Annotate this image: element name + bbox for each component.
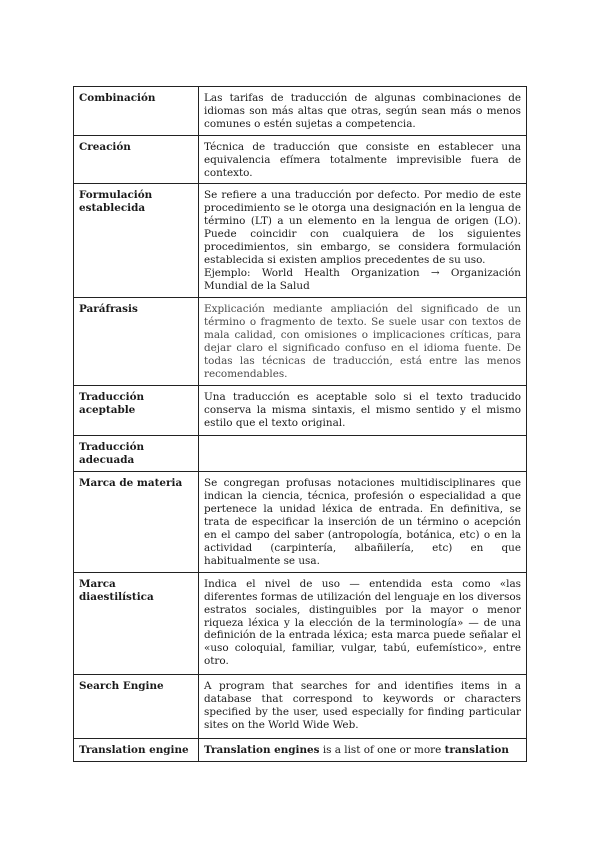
term-cell: Formulación establecida xyxy=(74,184,199,298)
term-cell: Search Engine xyxy=(74,674,199,738)
definition-example: Ejemplo: World Health Organization → Organización Mundial de la Salud xyxy=(204,266,521,292)
term-cell: Creación xyxy=(74,135,199,184)
table-row xyxy=(74,572,527,674)
definition-text: is a list of one or more xyxy=(319,743,445,756)
definition-cell: Indica el nivel de uso — entendida esta como «las diferentes formas de utilización del lenguaje en los diversos estratos sociales, distinguibles por la mayor o menor riqueza léxica y la elección de la terminología» — de una definición de la entrada léxica; esta marca puede señalar el «uso coloquial, familiar, vulgar, tabú, eufemístico», entre otro. xyxy=(199,572,527,674)
definition-bold-term: translation xyxy=(444,743,509,756)
table-row xyxy=(74,472,527,572)
table-row xyxy=(74,674,527,738)
term-cell: Translation engine xyxy=(74,738,199,761)
definition-cell: Se congregan profusas notaciones multidisciplinares que indican la ciencia, técnica, profesión o especialidad a que pertenece la unidad léxica de entrada. En definitiva, se trata de especificar la inserción de un término o acepción en el campo del saber (antropología, botánica, etc) o en la actividad (carpintería, albañilería, etc) en que habitualmente se usa. xyxy=(199,472,527,572)
glossary-table xyxy=(73,86,527,762)
definition-cell: A program that searches for and identifies items in a database that correspond to keywords or characters specified by the user, used especially for finding particular sites on the World Wide Web. xyxy=(199,674,527,738)
table-row xyxy=(74,135,527,184)
table-row xyxy=(74,386,527,436)
definition-cell: Las tarifas de traducción de algunas combinaciones de idiomas son más altas que otras, según sean más o menos comunes o estén sujetas a competencia. xyxy=(199,87,527,136)
definition-text: Se refiere a una traducción por defecto. Por medio de este procedimiento se le otorga una designación en la lengua de término (LT) a un elemento en la lengua de origen (LO). Puede coincidir con cualquiera de los siguientes procedimientos, sin embargo, se considera formulación establecida si existen amplios precedentes de su uso. xyxy=(204,189,521,266)
table-row xyxy=(74,738,527,761)
definition-cell xyxy=(199,184,527,298)
term-cell: Marca diaestilística xyxy=(74,572,199,674)
term-cell: Paráfrasis xyxy=(74,298,199,386)
table-row xyxy=(74,298,527,386)
term-cell: Traducción aceptable xyxy=(74,386,199,436)
table-row xyxy=(74,436,527,472)
definition-bold-term: Translation engines xyxy=(204,743,320,756)
definition-cell xyxy=(199,738,527,761)
definition-cell xyxy=(199,436,527,472)
table-row xyxy=(74,184,527,298)
definition-cell: Una traducción es aceptable solo si el texto traducido conserva la misma sintaxis, el mismo sentido y el mismo estilo que el texto original. xyxy=(199,386,527,436)
term-cell: Traducción adecuada xyxy=(74,436,199,472)
term-cell: Marca de materia xyxy=(74,472,199,572)
definition-cell: Explicación mediante ampliación del significado de un término o fragmento de texto. Se suele usar con textos de mala calidad, con omisiones o implicaciones críticas, para dejar claro el significado confuso en el idioma fuente. De todas las técnicas de traducción, está entre las menos recomendables. xyxy=(199,298,527,386)
definition-cell: Técnica de traducción que consiste en establecer una equivalencia efímera totalmente imprevisible fuera de contexto. xyxy=(199,135,527,184)
term-cell: Combinación xyxy=(74,87,199,136)
table-row xyxy=(74,87,527,136)
